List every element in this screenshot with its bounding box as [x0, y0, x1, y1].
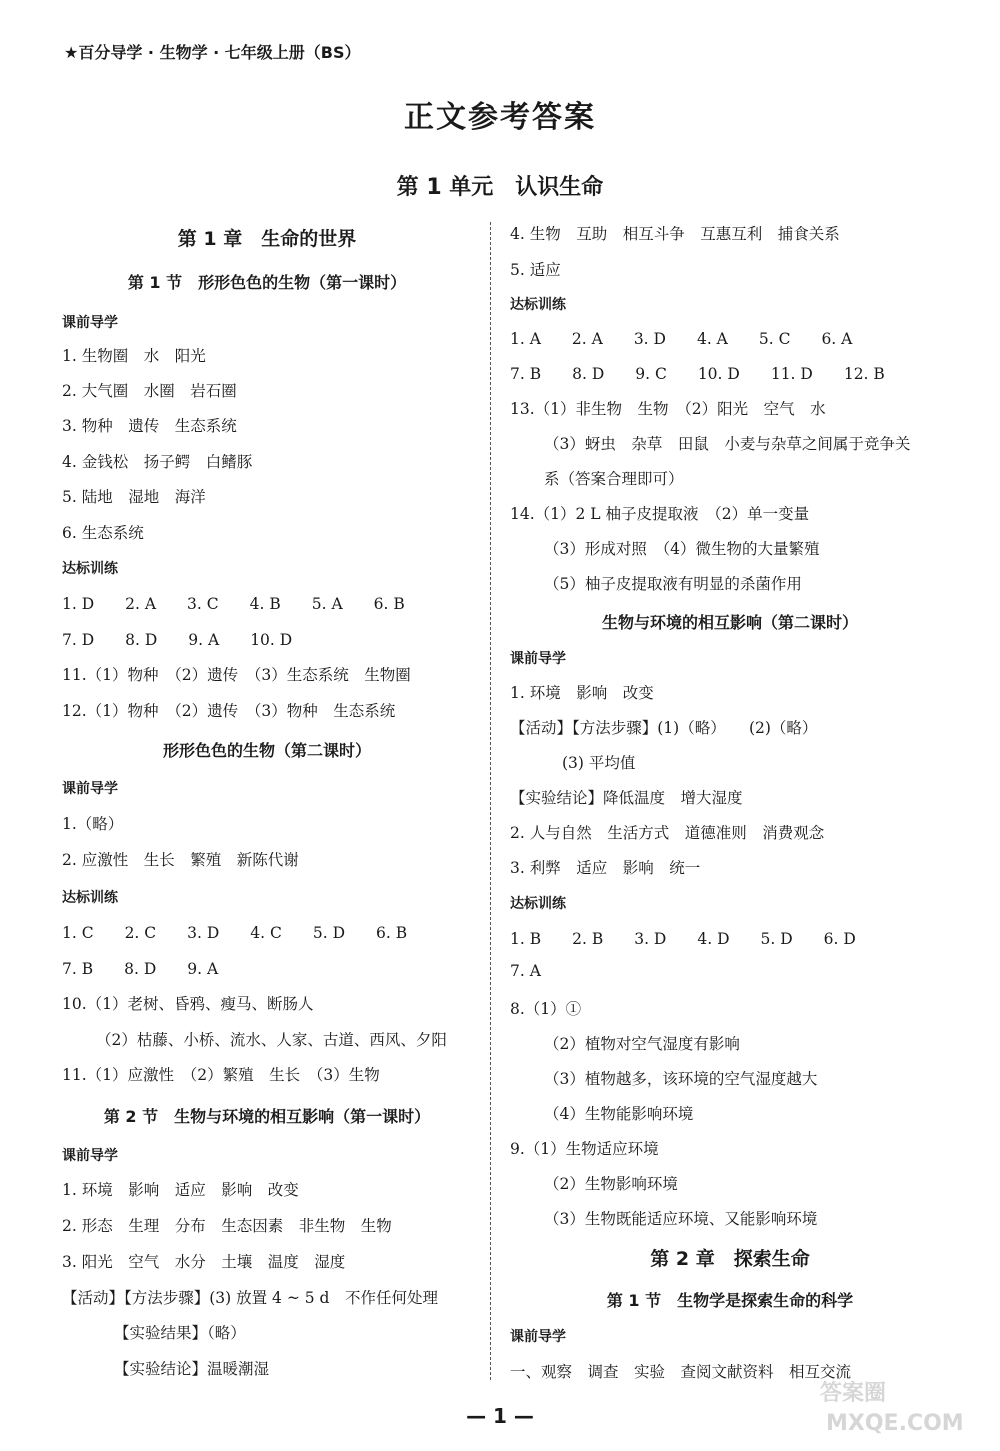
right-column: [510, 220, 950, 1381]
answer-line: 1.（略）: [62, 815, 124, 833]
chapter-2-heading: 第 2 章 探索生命: [650, 1248, 810, 1270]
answer-line: 8.（1）①: [510, 1000, 582, 1018]
answer-line: 11.（1）应激性 （2）繁殖 生长 （3）生物: [62, 1066, 380, 1084]
answer-line: （3）生物既能适应环境、又能影响环境: [544, 1210, 818, 1228]
answer-line: 10.（1）老树、昏鸦、瘦马、断肠人: [62, 995, 314, 1013]
section-heading: 第 1 节 形形色色的生物（第一课时）: [127, 273, 407, 292]
unit-title: 第 1 单元 认识生命: [396, 175, 604, 200]
answer-line: 1. A 2. A 3. D 4. A 5. C 6. A: [510, 330, 853, 348]
answer-line: 1. 环境 影响 改变: [510, 684, 654, 702]
answer-line: 1. 环境 影响 适应 影响 改变: [62, 1181, 299, 1199]
answer-line: （4）生物能影响环境: [544, 1105, 694, 1123]
label-training: 达标训练: [510, 896, 566, 912]
answer-line: 【实验结论】温暖潮湿: [114, 1360, 270, 1378]
label-pre-study: 课前导学: [510, 651, 566, 667]
answer-line: 系（答案合理即可）: [544, 470, 684, 488]
section-heading: 第 2 节 生物与环境的相互影响（第一课时）: [103, 1107, 431, 1126]
answer-line: 2. 大气圈 水圈 岩石圈: [62, 382, 237, 400]
answer-line: 【活动】【方法步骤】(3) 放置 4 ~ 5 d 不作任何处理: [62, 1289, 438, 1307]
answer-line: 1. B 2. B 3. D 4. D 5. D 6. D: [510, 930, 856, 948]
answer-line: （5）柚子皮提取液有明显的杀菌作用: [544, 575, 802, 593]
book-header: ★百分导学 · 生物学 · 七年级上册（BS）: [64, 43, 361, 62]
answer-line: 7. D 8. D 9. A 10. D: [62, 631, 293, 649]
answer-line: （2）枯藤、小桥、流水、人家、古道、西风、夕阳: [96, 1031, 447, 1049]
answer-line: 9.（1）生物适应环境: [510, 1140, 659, 1158]
label-pre-study: 课前导学: [62, 1148, 118, 1164]
answer-line: 5. 陆地 湿地 海洋: [62, 488, 206, 506]
answer-line: 2. 人与自然 生活方式 道德准则 消费观念: [510, 824, 825, 842]
answer-line: 7. B 8. D 9. A: [62, 960, 219, 978]
answer-line: (3) 平均值: [562, 754, 636, 772]
answer-line: 14.（1）2 L 柚子皮提取液 （2）单一变量: [510, 505, 810, 523]
answer-line: 【实验结果】（略）: [114, 1324, 246, 1342]
answer-line: 6. 生态系统: [62, 524, 144, 542]
left-column: [62, 220, 472, 1381]
answer-line: 5. 适应: [510, 261, 561, 279]
page-number: — 1 —: [466, 1404, 534, 1428]
answer-line: （3）蚜虫 杂草 田鼠 小麦与杂草之间属于竞争关: [544, 435, 911, 453]
answer-line: 一、观察 调查 实验 查阅文献资料 相互交流: [510, 1363, 852, 1381]
answer-line: 1. D 2. A 3. C 4. B 5. A 6. B: [62, 595, 405, 613]
section-heading: 形形色色的生物（第二课时）: [162, 741, 371, 760]
answer-line: （3）植物越多，该环境的空气湿度越大: [544, 1070, 818, 1088]
label-pre-study: 课前导学: [62, 315, 118, 331]
answer-line: 13.（1）非生物 生物 （2）阳光 空气 水: [510, 400, 826, 418]
label-pre-study: 课前导学: [510, 1329, 566, 1345]
label-training: 达标训练: [62, 890, 118, 906]
watermark-text: 答案圈: [820, 1381, 887, 1406]
answer-line: 2. 应激性 生长 繁殖 新陈代谢: [62, 851, 299, 869]
label-training: 达标训练: [62, 561, 118, 577]
answer-line: 1. C 2. C 3. D 4. C 5. D 6. B: [62, 924, 408, 942]
answer-line: 7. B 8. D 9. C 10. D 11. D 12. B: [510, 365, 885, 383]
answer-line: 3. 物种 遗传 生态系统: [62, 417, 237, 435]
answer-line: 3. 利弊 适应 影响 统一: [510, 859, 701, 877]
page-title: 正文参考答案: [404, 100, 596, 135]
label-training: 达标训练: [510, 297, 566, 313]
answer-line: 【活动】【方法步骤】(1)（略） (2)（略）: [510, 719, 818, 737]
column-divider: [490, 222, 491, 1380]
section-heading: 第 1 节 生物学是探索生命的科学: [606, 1291, 854, 1310]
answer-line: 4. 生物 互助 相互斗争 互惠互利 捕食关系: [510, 225, 840, 243]
answer-line: 3. 阳光 空气 水分 土壤 温度 湿度: [62, 1253, 346, 1271]
section-heading: 生物与环境的相互影响（第二课时）: [601, 613, 858, 632]
watermark-logo: [800, 1370, 990, 1440]
answer-line: （2）植物对空气湿度有影响: [544, 1035, 740, 1053]
answer-line: 11.（1）物种 （2）遗传 （3）生态系统 生物圈: [62, 666, 411, 684]
label-pre-study: 课前导学: [62, 781, 118, 797]
answer-line: 【实验结论】降低温度 增大湿度: [510, 789, 743, 807]
answer-line: 2. 形态 生理 分布 生态因素 非生物 生物: [62, 1217, 392, 1235]
answer-line: （3）形成对照 （4）微生物的大量繁殖: [544, 540, 820, 558]
chapter-1-heading: 第 1 章 生命的世界: [177, 228, 357, 250]
watermark-url: MXQE.COM: [826, 1411, 964, 1436]
answer-line: 12.（1）物种 （2）遗传 （3）物种 生态系统: [62, 702, 396, 720]
answer-line: 4. 金钱松 扬子鳄 白鳍豚: [62, 453, 253, 471]
answer-line: （2）生物影响环境: [544, 1175, 678, 1193]
answer-line: 1. 生物圈 水 阳光: [62, 347, 206, 365]
answer-line: 7. A: [510, 962, 541, 980]
